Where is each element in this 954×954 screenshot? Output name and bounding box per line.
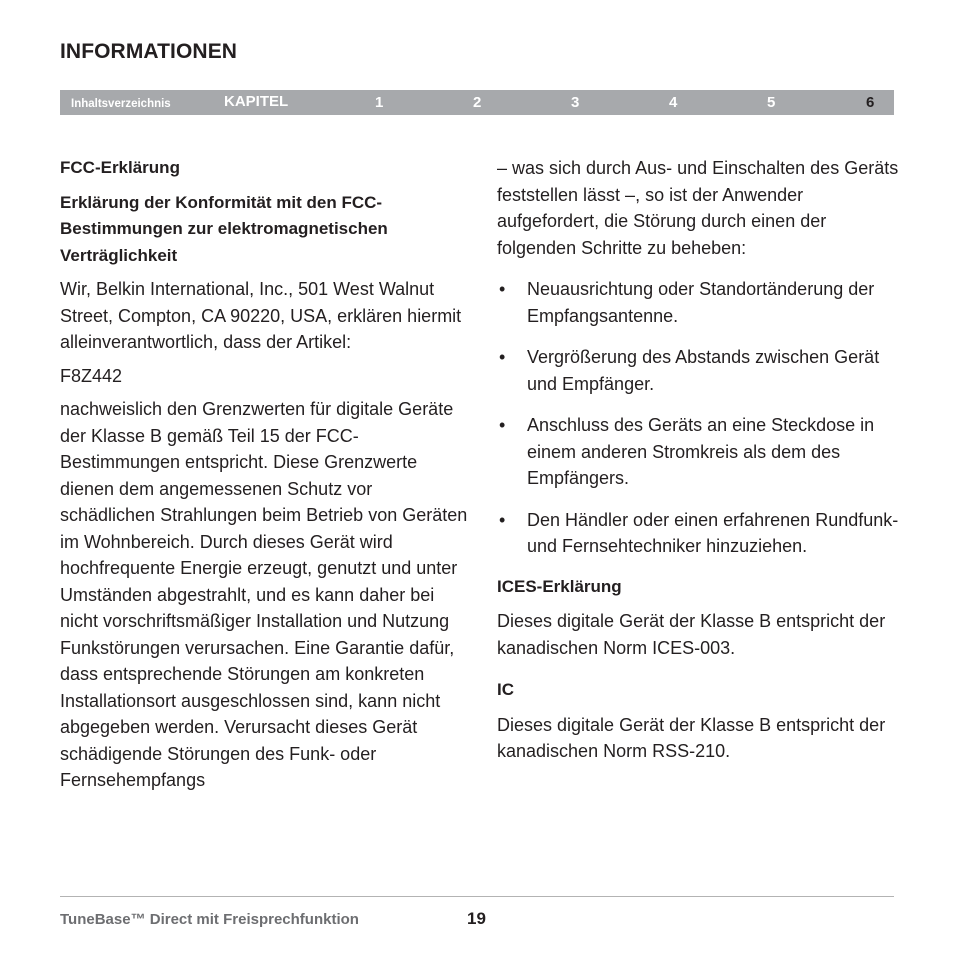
remedy-bullet-list	[497, 276, 907, 560]
nav-table-of-contents-link[interactable]: Inhaltsverzeichnis	[71, 98, 171, 110]
footer-divider	[60, 896, 894, 897]
bullet-item	[497, 276, 907, 329]
ices-heading: ICES-Erklärung	[497, 576, 622, 596]
nav-chapter-6-link-active[interactable]: 6	[866, 94, 875, 111]
bullet-item	[497, 344, 907, 397]
chapter-navigation-bar	[60, 90, 894, 115]
bullet-dot: •	[499, 279, 506, 299]
footer-product-name: TuneBase™ Direct mit Freisprechfunktion	[60, 911, 359, 928]
conformity-heading: Erklärung der Konformität mit den FCC-Bestimmungen zur elektromagnetischen Verträglichkeit	[60, 192, 388, 265]
model-number: F8Z442	[60, 365, 123, 386]
nav-chapter-1-link[interactable]: 1	[375, 94, 384, 111]
bullet-item	[497, 507, 907, 560]
page-section-title: INFORMATIONEN	[60, 40, 238, 63]
fcc-heading: FCC-Erklärung	[60, 158, 180, 177]
bullet-item	[497, 412, 907, 492]
fcc-body-paragraph: nachweislich den Grenzwerten für digitale Geräte der Klasse B gemäß Teil 15 der FCC-Bestimmungen entspricht. Diese Grenzwerte dienen dem angemessenen Schutz vor schädlichen Strahlungen beim Betrieb von Geräten im Wohnbereich. Durch dieses Gerät wird hochfrequente Energie erzeugt, genutzt und unter Umständen abgestrahlt, und es kann daher bei nicht vorschriftsmäßiger Installation und Nutzung Funkstörungen verursachen. Eine Garantie dafür, dass entsprechende Störungen am konkreten Installationsort ausgeschlossen sind, kann nicht abgegeben werden. Verursacht dieses Gerät schädigende Störungen des Funk- oder Fernsehempfangs	[60, 399, 468, 790]
left-text-column	[60, 155, 470, 794]
footer-page-number: 19	[467, 909, 486, 928]
continuation-paragraph: – was sich durch Aus- und Einschalten des Geräts feststellen lässt –, so ist der Anwender aufgefordert, die Störung durch einen der folgenden Schritte zu beheben:	[497, 158, 899, 258]
declaration-paragraph: Wir, Belkin International, Inc., 501 West Walnut Street, Compton, CA 90220, USA, erklären hiermit alleinverantwortlich, dass der Artikel:	[60, 279, 462, 352]
bullet-dot: •	[499, 415, 506, 435]
ic-heading: IC	[497, 680, 514, 699]
right-text-column	[497, 155, 907, 765]
nav-chapter-3-link[interactable]: 3	[571, 94, 580, 111]
ices-paragraph: Dieses digitale Gerät der Klasse B entspricht der kanadischen Norm ICES-003.	[497, 611, 886, 658]
bullet-text: Vergrößerung des Abstands zwischen Gerät und Empfänger.	[527, 347, 880, 394]
nav-chapter-5-link[interactable]: 5	[767, 94, 776, 111]
nav-chapter-label: KAPITEL	[224, 93, 289, 110]
bullet-text: Den Händler oder einen erfahrenen Rundfunk- und Fernsehtechniker hinzuziehen.	[527, 509, 899, 556]
nav-chapter-2-link[interactable]: 2	[473, 94, 482, 111]
bullet-dot: •	[499, 347, 506, 367]
ic-paragraph: Dieses digitale Gerät der Klasse B entspricht der kanadischen Norm RSS-210.	[497, 714, 886, 761]
nav-chapter-4-link[interactable]: 4	[669, 94, 678, 111]
bullet-dot: •	[499, 509, 506, 530]
bullet-text: Neuausrichtung oder Standortänderung der Empfangsantenne.	[527, 279, 875, 326]
bullet-text: Anschluss des Geräts an eine Steckdose in einem anderen Stromkreis als dem des Empfängers.	[527, 415, 875, 488]
